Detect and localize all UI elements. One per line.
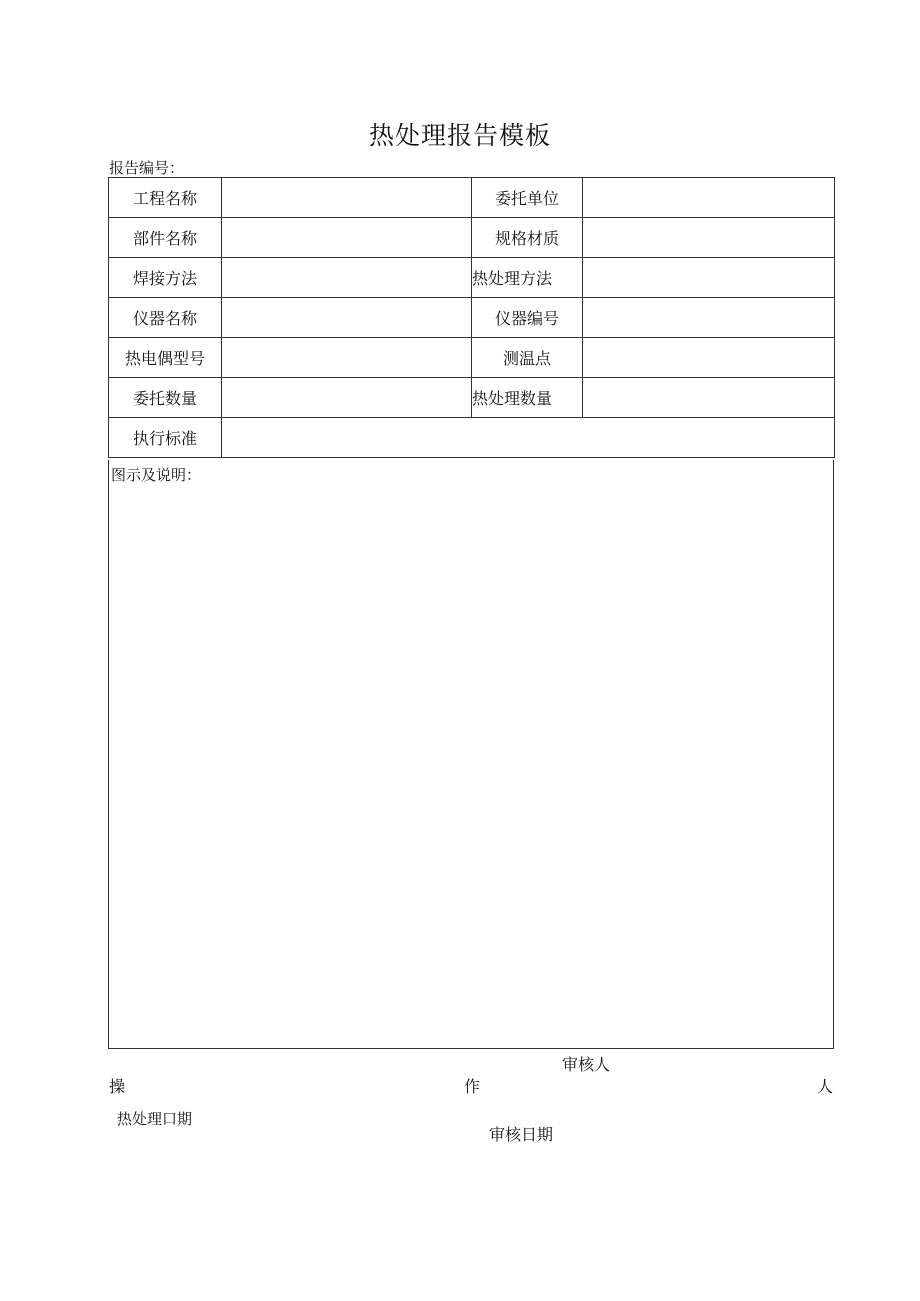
description-label: 图示及说明： bbox=[111, 466, 202, 484]
table-row bbox=[109, 338, 835, 378]
row-label: 仪器名称 bbox=[109, 298, 222, 338]
heat-treatment-date-label: 热处理口期 bbox=[117, 1110, 193, 1128]
measuring-point-field[interactable] bbox=[583, 338, 835, 378]
row-label: 执行标准 bbox=[109, 418, 222, 458]
reviewer-label: 审核人 bbox=[562, 1055, 611, 1074]
row-label: 部件名称 bbox=[109, 218, 222, 258]
standard-field[interactable] bbox=[222, 418, 835, 458]
operator-label-char: 作 bbox=[464, 1077, 481, 1096]
document-title: 热处理报告模板 bbox=[368, 121, 551, 150]
row-label: 委托单位 bbox=[472, 178, 583, 218]
row-label: 热电偶型号 bbox=[109, 338, 222, 378]
review-date-label: 审核日期 bbox=[489, 1125, 554, 1144]
table-row bbox=[109, 298, 835, 338]
commission-quantity-field[interactable] bbox=[222, 378, 472, 418]
heat-treatment-quantity-field[interactable] bbox=[583, 378, 835, 418]
part-name-field[interactable] bbox=[222, 218, 472, 258]
spec-material-field[interactable] bbox=[583, 218, 835, 258]
info-table bbox=[108, 177, 835, 458]
row-label: 规格材质 bbox=[472, 218, 583, 258]
table-row bbox=[109, 378, 835, 418]
row-label: 热处理方法 bbox=[472, 258, 583, 298]
description-area[interactable] bbox=[108, 460, 834, 1049]
welding-method-field[interactable] bbox=[222, 258, 472, 298]
report-number-label: 报告编号： bbox=[109, 159, 185, 177]
instrument-name-field[interactable] bbox=[222, 298, 472, 338]
operator-label-char: 操 bbox=[109, 1077, 126, 1096]
heat-treatment-method-field[interactable] bbox=[583, 258, 835, 298]
row-label: 委托数量 bbox=[109, 378, 222, 418]
table-row bbox=[109, 418, 835, 458]
row-label: 仪器编号 bbox=[472, 298, 583, 338]
instrument-number-field[interactable] bbox=[583, 298, 835, 338]
table-row bbox=[109, 178, 835, 218]
client-unit-field[interactable] bbox=[583, 178, 835, 218]
thermocouple-model-field[interactable] bbox=[222, 338, 472, 378]
project-name-field[interactable] bbox=[222, 178, 472, 218]
row-label: 焊接方法 bbox=[109, 258, 222, 298]
row-label: 测温点 bbox=[472, 338, 583, 378]
operator-label-char: 人 bbox=[817, 1077, 834, 1096]
row-label: 热处理数量 bbox=[472, 378, 583, 418]
row-label: 工程名称 bbox=[109, 178, 222, 218]
table-row bbox=[109, 258, 835, 298]
table-row bbox=[109, 218, 835, 258]
